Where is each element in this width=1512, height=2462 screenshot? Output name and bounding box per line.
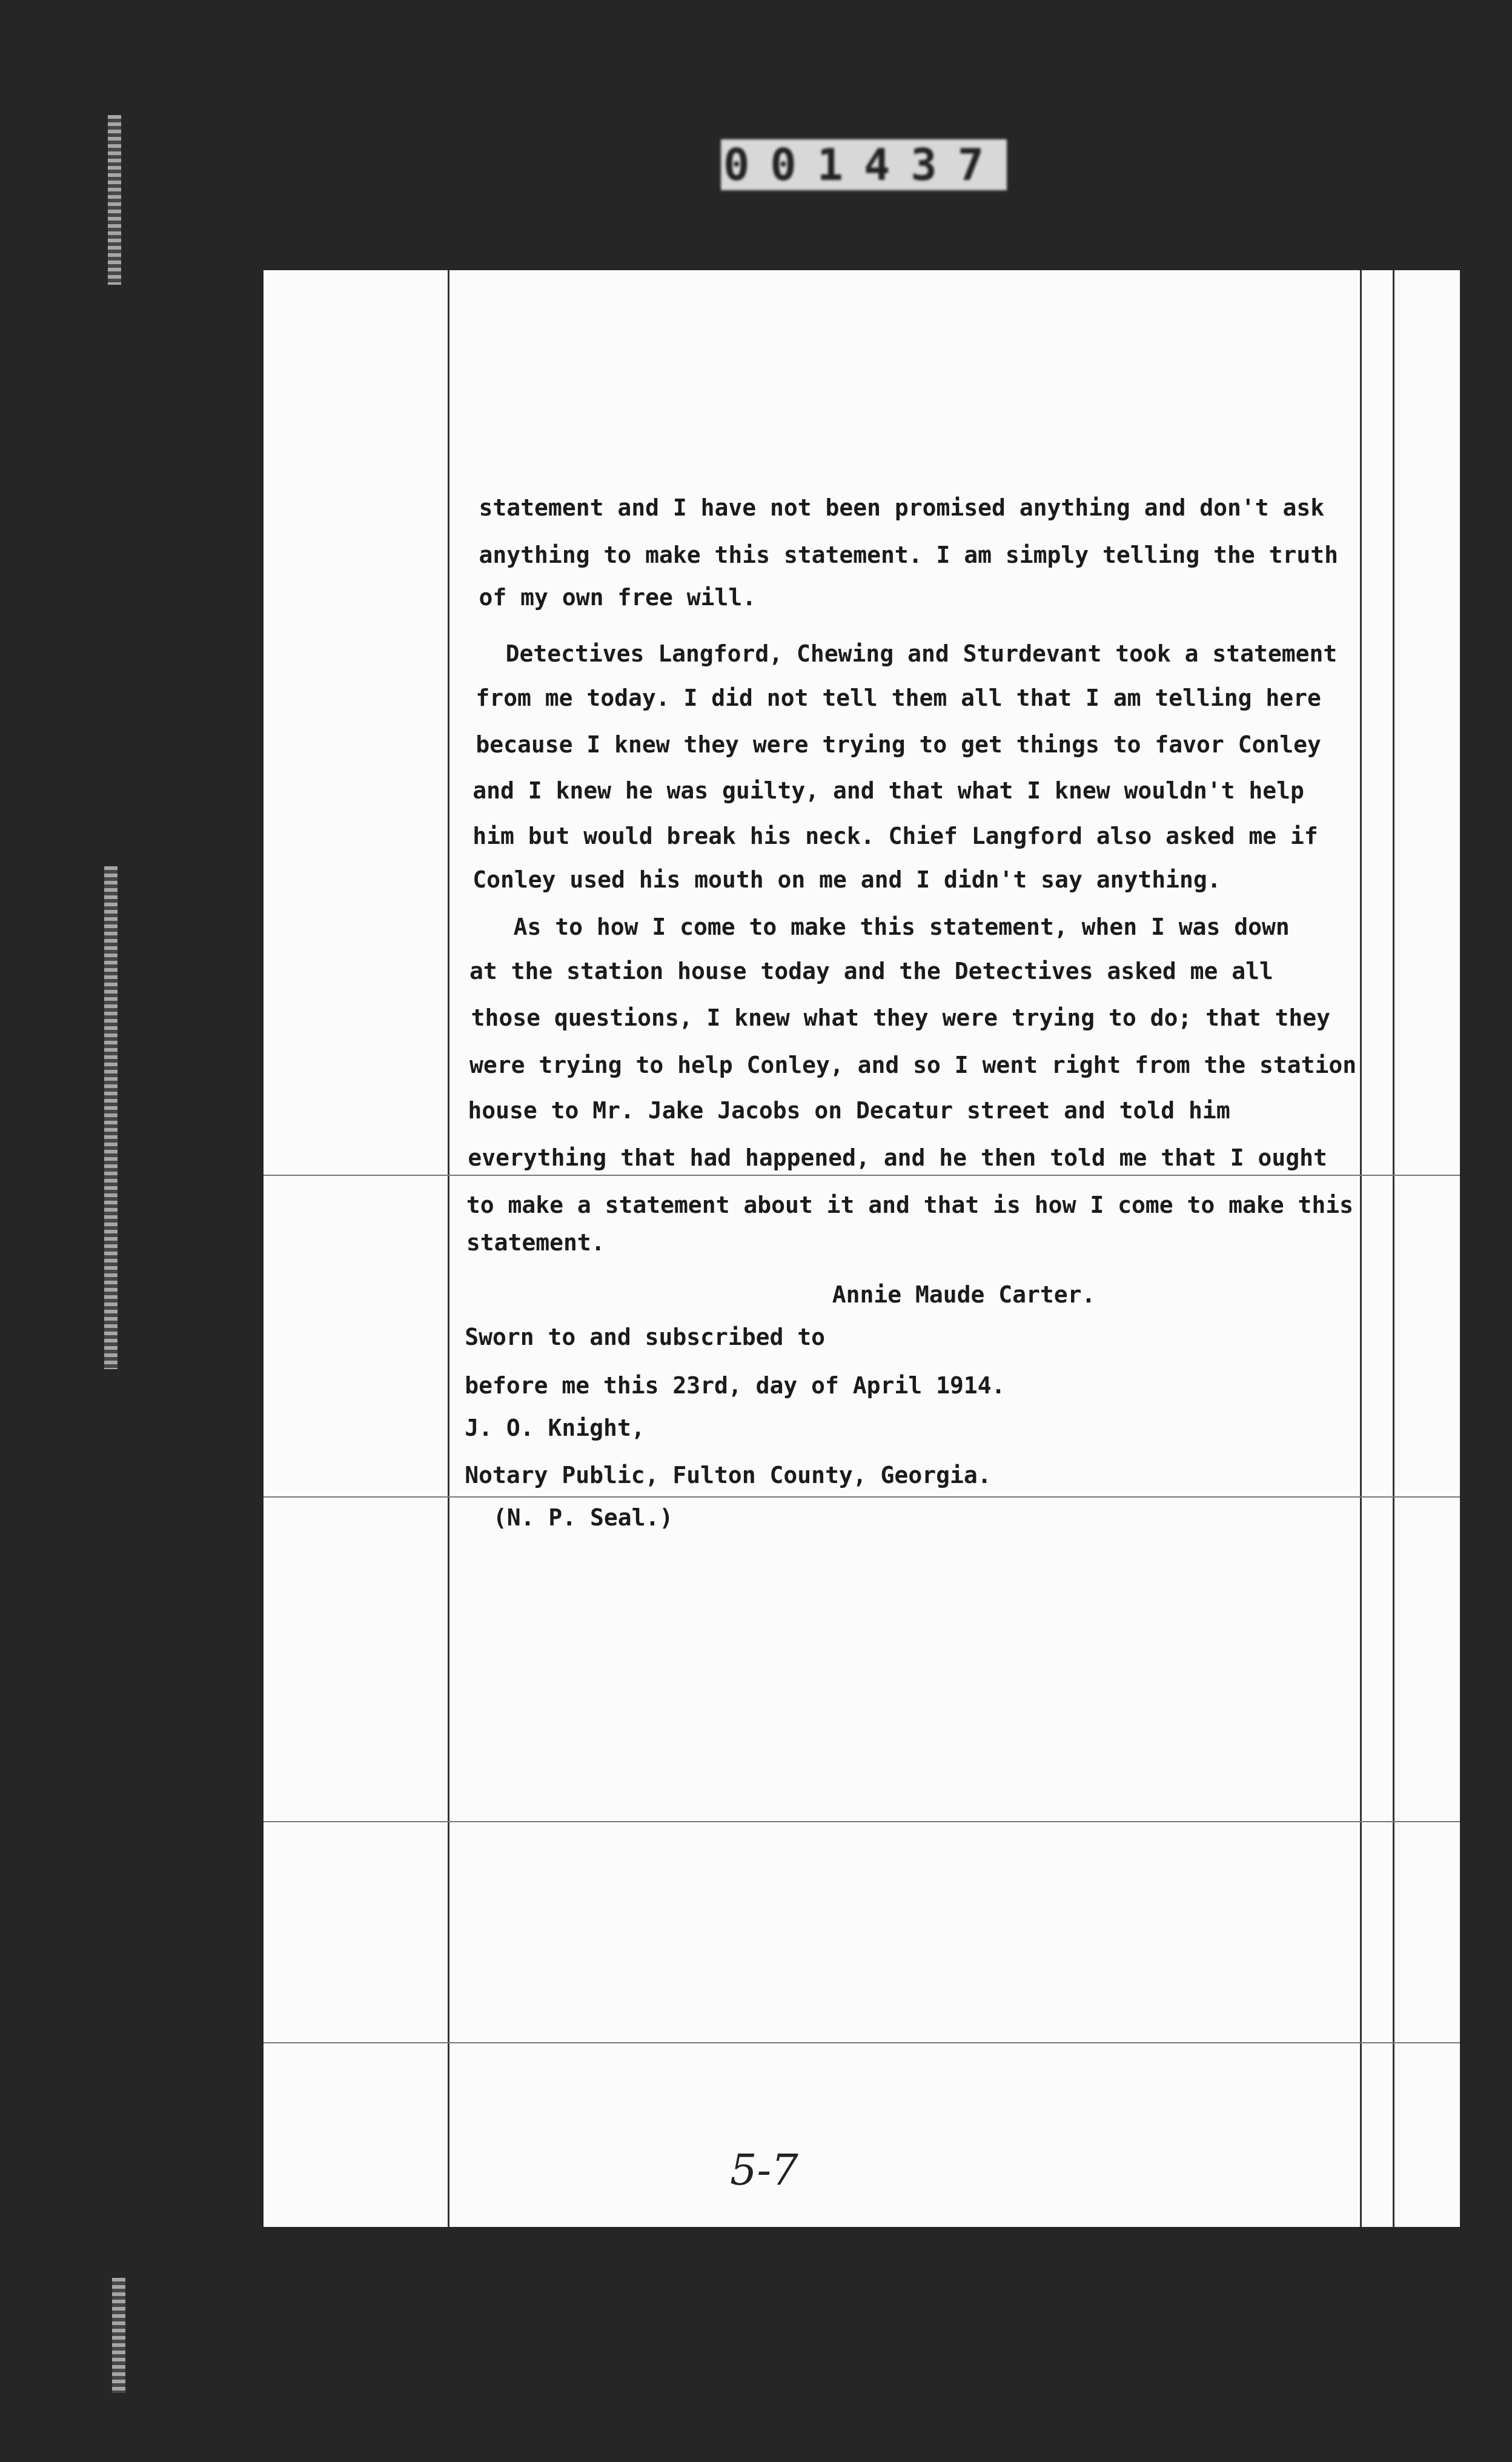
statement-line: anything to make this statement. I am simply telling the truth — [479, 541, 1338, 568]
statement-line: Detectives Langford, Chewing and Sturdevant took a statement — [505, 640, 1338, 668]
jurat-line: J. O. Knight, — [465, 1414, 645, 1441]
margin-line-right-outer — [1393, 270, 1394, 2227]
film-edge-strip — [108, 115, 121, 285]
statement-line: Conley used his mouth on me and I didn't say anything. — [472, 866, 1221, 894]
statement-line: to make a statement about it and that is how I come to make this — [466, 1191, 1353, 1218]
ruled-line — [264, 2042, 1460, 2043]
margin-line-left — [448, 270, 449, 2227]
film-edge-strip — [112, 2278, 125, 2393]
jurat-line: Sworn to and subscribed to — [465, 1323, 826, 1350]
film-edge-strip — [104, 866, 118, 1369]
jurat-line: before me this 23rd, day of April 1914. — [465, 1372, 1006, 1399]
statement-line: because I knew they were trying to get things to favor Conley — [476, 731, 1321, 758]
statement-line: statement. — [466, 1229, 605, 1256]
statement-line: and I knew he was guilty, and that what I knew wouldn't help — [472, 777, 1304, 804]
jurat-line: (N. P. Seal.) — [492, 1504, 674, 1531]
statement-line: him but would break his neck. Chief Langford also asked me if — [472, 822, 1318, 849]
jurat-line: Notary Public, Fulton County, Georgia. — [465, 1461, 992, 1488]
statement-line: As to how I come to make this statement, when I was down — [513, 914, 1290, 941]
frame-number: 001437 — [721, 139, 1007, 190]
document-page — [264, 270, 1460, 2227]
margin-line-right — [1360, 270, 1362, 2227]
statement-line: those questions, I knew what they were trying to do; that they — [471, 1004, 1331, 1032]
statement-line: at the station house today and the Detectives asked me all — [469, 957, 1273, 984]
signature-line: Annie Maude Carter. — [832, 1281, 1096, 1308]
handwritten-page-number: 5-7 — [730, 2145, 798, 2195]
statement-line: from me today. I did not tell them all that I am telling here — [476, 684, 1321, 711]
ruled-line — [264, 1821, 1460, 1822]
statement-line: were trying to help Conley, and so I went right from the station — [469, 1052, 1357, 1079]
statement-line: of my own free will. — [479, 583, 757, 611]
ruled-line — [264, 1496, 1460, 1498]
statement-line: house to Mr. Jake Jacobs on Decatur street and told him — [468, 1097, 1230, 1124]
ruled-line — [264, 1175, 1460, 1176]
statement-line: statement and I have not been promised anything and don't ask — [479, 494, 1325, 522]
statement-line: everything that had happened, and he then told me that I ought — [468, 1144, 1327, 1172]
